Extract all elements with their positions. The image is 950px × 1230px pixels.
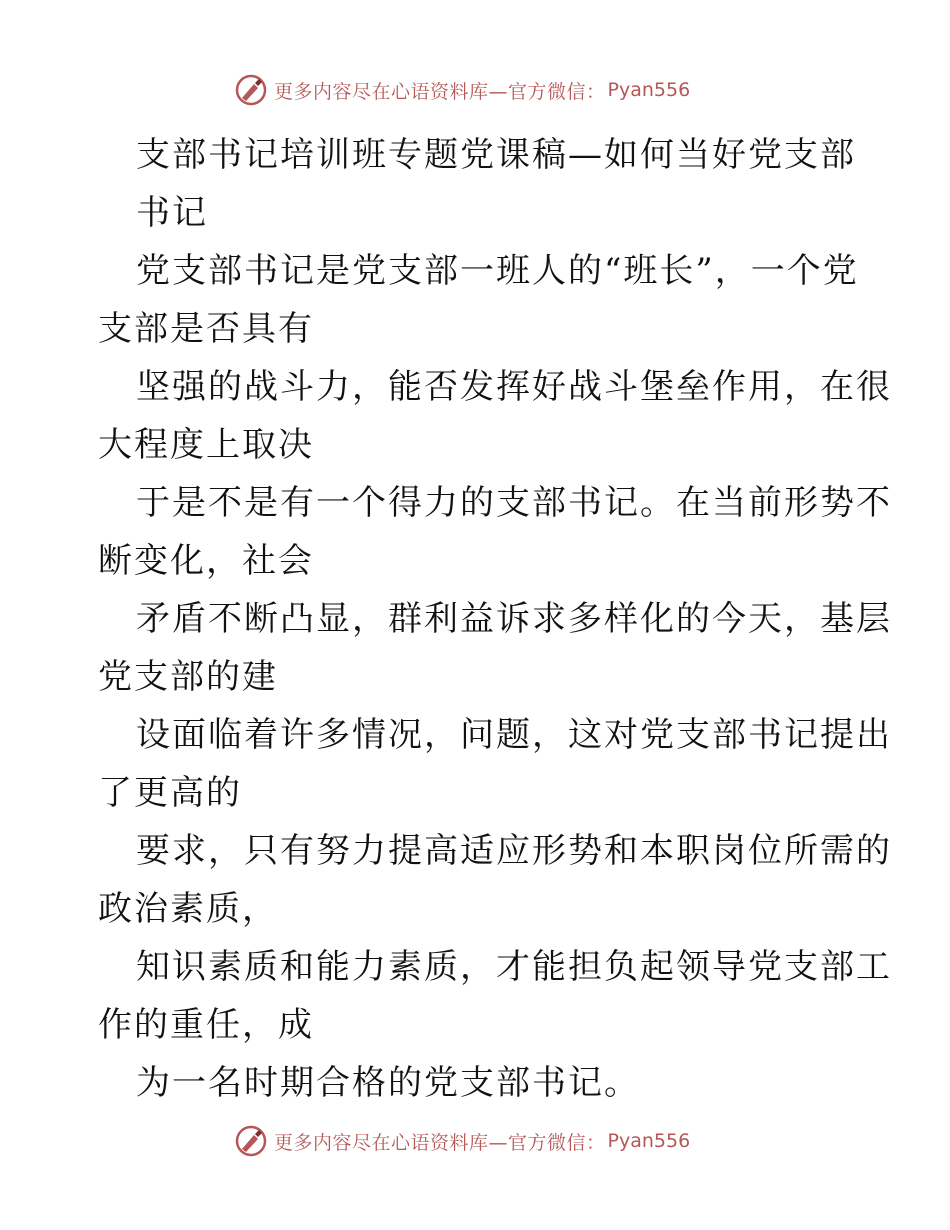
paragraph-line: 设面临着许多情况，问题，这对党支部书记提出	[136, 715, 892, 755]
title-line-2: 书记	[136, 193, 208, 233]
watermark-text: 更多内容尽在心语资料库—官方微信：	[274, 80, 606, 103]
paragraph-line: 为一名时期合格的党支部书记。	[136, 1063, 640, 1103]
paragraph-line: 断变化，社会	[98, 541, 314, 581]
paragraph-line: 矛盾不断凸显，群利益诉求多样化的今天，基层	[136, 599, 892, 639]
paragraph-line: 政治素质，	[98, 889, 278, 929]
paragraph-line: 了更高的	[98, 773, 242, 813]
header-watermark	[234, 70, 754, 110]
watermark-account: Pyan556	[607, 79, 691, 101]
watermark-text: 更多内容尽在心语资料库—官方微信：	[274, 1131, 606, 1154]
footer-watermark	[234, 1121, 754, 1161]
pen-logo-icon	[234, 1124, 268, 1158]
paragraph-line: 知识素质和能力素质，才能担负起领导党支部工	[136, 947, 892, 987]
pen-logo-icon	[234, 73, 268, 107]
paragraph-line: 党支部的建	[98, 657, 278, 697]
document-body	[98, 126, 892, 1112]
paragraph-line: 要求，只有努力提高适应形势和本职岗位所需的	[136, 831, 892, 871]
title-line-1: 支部书记培训班专题党课稿—如何当好党支部	[136, 135, 856, 175]
paragraph-line: 党支部书记是党支部一班人的“班长”，一个党	[136, 251, 859, 291]
paragraph-line: 于是不是有一个得力的支部书记。在当前形势不	[136, 483, 892, 523]
paragraph-line: 坚强的战斗力，能否发挥好战斗堡垒作用，在很	[136, 367, 892, 407]
paragraph-line: 支部是否具有	[98, 309, 314, 349]
paragraph-line: 大程度上取决	[98, 425, 314, 465]
watermark-account: Pyan556	[607, 1130, 691, 1152]
paragraph-line: 作的重任，成	[98, 1005, 314, 1045]
